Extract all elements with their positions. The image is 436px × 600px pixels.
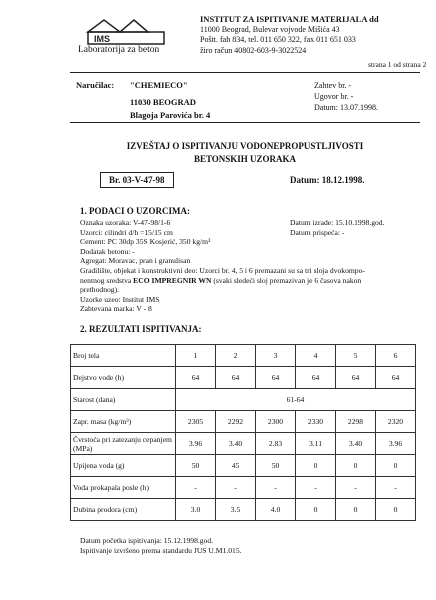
table-cell: - <box>256 477 296 499</box>
table-cell: 0 <box>336 499 376 521</box>
table-cell: 2305 <box>176 411 216 433</box>
table-row <box>71 345 416 367</box>
test-standard: Ispitivanje izvršeno prema standardu JUS U.M1.015. <box>80 545 242 555</box>
table-cell: 0 <box>336 455 376 477</box>
table-row <box>71 477 416 499</box>
table-row <box>71 499 416 521</box>
client-name: "CHEMIECO" <box>130 80 188 90</box>
row-label: Voda prokapala posle (h) <box>71 477 176 499</box>
client-label: Naručilac: <box>76 80 115 90</box>
table-cell: 0 <box>376 455 416 477</box>
row-label: Čvrstoća pri zatezanju cepanjem (MPa) <box>71 433 176 455</box>
site-line-2 <box>80 276 420 286</box>
date-arrival: Datum prispeća: - <box>290 227 345 237</box>
client-street: Blagoja Parovića br. 4 <box>130 110 211 120</box>
product-name: ECO IMPREGNIR WN <box>133 275 212 285</box>
table-cell: 3.40 <box>336 433 376 455</box>
table-cell: 64 <box>336 367 376 389</box>
table-cell: 2292 <box>216 411 256 433</box>
table-cell: 50 <box>256 455 296 477</box>
address-line-1: 11000 Beograd, Bulevar vojvode Mišića 43 <box>200 24 340 34</box>
table-cell: 2298 <box>336 411 376 433</box>
table-row <box>71 389 416 411</box>
table-cell: 0 <box>296 455 336 477</box>
table-cell: - <box>336 477 376 499</box>
table-cell: 2320 <box>376 411 416 433</box>
table-cell: 6 <box>376 345 416 367</box>
table-cell: 45 <box>216 455 256 477</box>
table-cell: 2.83 <box>256 433 296 455</box>
table-cell: 64 <box>296 367 336 389</box>
table-cell: 3 <box>256 345 296 367</box>
table-cell: 1 <box>176 345 216 367</box>
logo-caption: Laboratorija za beton <box>78 45 160 55</box>
cement-line: Cement: PC 30dp 35S Kosjerić, 350 kg/m³ <box>80 237 211 247</box>
report-title-line-2: BETONSKIH UZORAKA <box>193 154 297 164</box>
table-cell: - <box>176 477 216 499</box>
table-cell: 2300 <box>256 411 296 433</box>
table-cell: 3.40 <box>216 433 256 455</box>
table-cell: 0 <box>376 499 416 521</box>
report-title-line-1: IZVEŠTAJ O ISPITIVANJU VODONEPROPUSTLJIVOSTI <box>126 141 364 151</box>
report-date: Datum: 18.12.1998. <box>290 175 365 185</box>
ims-logo-graphic <box>84 14 184 48</box>
site-line-2-pre: nentnog sredstva <box>80 275 134 285</box>
dates-block <box>290 218 384 237</box>
contract-number: Ugovor br. - <box>314 92 354 101</box>
table-cell: 3.0 <box>176 499 216 521</box>
table-cell: - <box>376 477 416 499</box>
row-label: Upijena voda (g) <box>71 455 176 477</box>
required-grade: Zahtevana marka: V - 8 <box>80 304 152 314</box>
table-cell: 64 <box>376 367 416 389</box>
logo-text: IMS <box>94 34 111 44</box>
test-start-date: Datum početka ispitivanja: 15.12.1998.god. <box>80 536 214 545</box>
table-cell: 0 <box>296 499 336 521</box>
results-table-body <box>71 345 416 521</box>
site-line-1: Gradilište, objekat i konstruktivni deo: Uzorci br. 4, 5 i 6 premazani su sa tri sloja dvokompo- <box>80 266 365 275</box>
row-label: Dubina prodora (cm) <box>71 499 176 521</box>
table-cell: 4.0 <box>256 499 296 521</box>
table-cell: 3.11 <box>296 433 336 455</box>
site-line-3: prethodnog). <box>80 285 120 295</box>
merged-cell: 61-64 <box>176 389 416 411</box>
table-row <box>71 367 416 389</box>
table-cell: - <box>296 477 336 499</box>
institute-name: INSTITUT ZA ISPITIVANJE MATERIJALA dd <box>200 14 379 24</box>
address-line-2: Poštt. fah 834, tel. 011 650 322, fax 011 651 033 <box>200 35 356 44</box>
table-cell: 64 <box>176 367 216 389</box>
results-table <box>70 344 416 521</box>
sample-data-list <box>80 218 210 266</box>
table-cell: - <box>216 477 256 499</box>
sample-label-line: Oznaka uzoraka: V-47-98/1-6 <box>80 218 171 227</box>
request-number: Zahtev br. - <box>314 81 352 90</box>
table-cell: 5 <box>336 345 376 367</box>
request-date: Datum: 13.07.1998. <box>314 103 378 112</box>
institute-block <box>200 14 379 56</box>
row-label: Starost (dana) <box>71 389 176 411</box>
table-cell: 64 <box>216 367 256 389</box>
address-line-3: žiro račun 40802-603-9-3022524 <box>200 45 307 55</box>
row-label: Broj tela <box>71 345 176 367</box>
table-cell: 64 <box>256 367 296 389</box>
sample-shape-line: Uzorci: cilindri d/h =15/15 cm <box>80 227 173 237</box>
aggregate-line: Agregat: Moravac, pran i granulisan <box>80 256 191 266</box>
table-row <box>71 455 416 477</box>
table-cell: 3.5 <box>216 499 256 521</box>
sampled-by: Uzorke uzeo: Institut IMS <box>80 294 160 304</box>
site-description <box>80 266 420 314</box>
additive-line: Dodatak betonu: - <box>80 246 135 256</box>
footer-block <box>80 536 242 555</box>
table-cell: 3.96 <box>176 433 216 455</box>
site-line-2-post: (svaki sledeći sloj premazivan je 6 časova nakon <box>211 275 362 285</box>
table-cell: 50 <box>176 455 216 477</box>
row-label: Zapr. masa (kg/m³) <box>71 411 176 433</box>
table-cell: 3.96 <box>376 433 416 455</box>
divider-client <box>70 122 420 123</box>
report-number: Br. 03-V-47-98 <box>100 172 174 188</box>
section-1-heading: 1. PODACI O UZORCIMA: <box>80 206 190 216</box>
page-info: strana 1 od strana 2 <box>368 60 427 69</box>
date-made: Datum izrade: 15.10.1998.god. <box>290 218 385 227</box>
section-2-heading: 2. REZULTATI ISPITIVANJA: <box>80 324 202 334</box>
table-cell: 4 <box>296 345 336 367</box>
table-cell: 2330 <box>296 411 336 433</box>
table-row <box>71 411 416 433</box>
table-row <box>71 433 416 455</box>
table-cell: 2 <box>216 345 256 367</box>
row-label: Dejstvo vode (h) <box>71 367 176 389</box>
client-city: 11030 BEOGRAD <box>130 97 196 107</box>
divider-top <box>70 72 420 73</box>
request-block <box>314 80 378 113</box>
